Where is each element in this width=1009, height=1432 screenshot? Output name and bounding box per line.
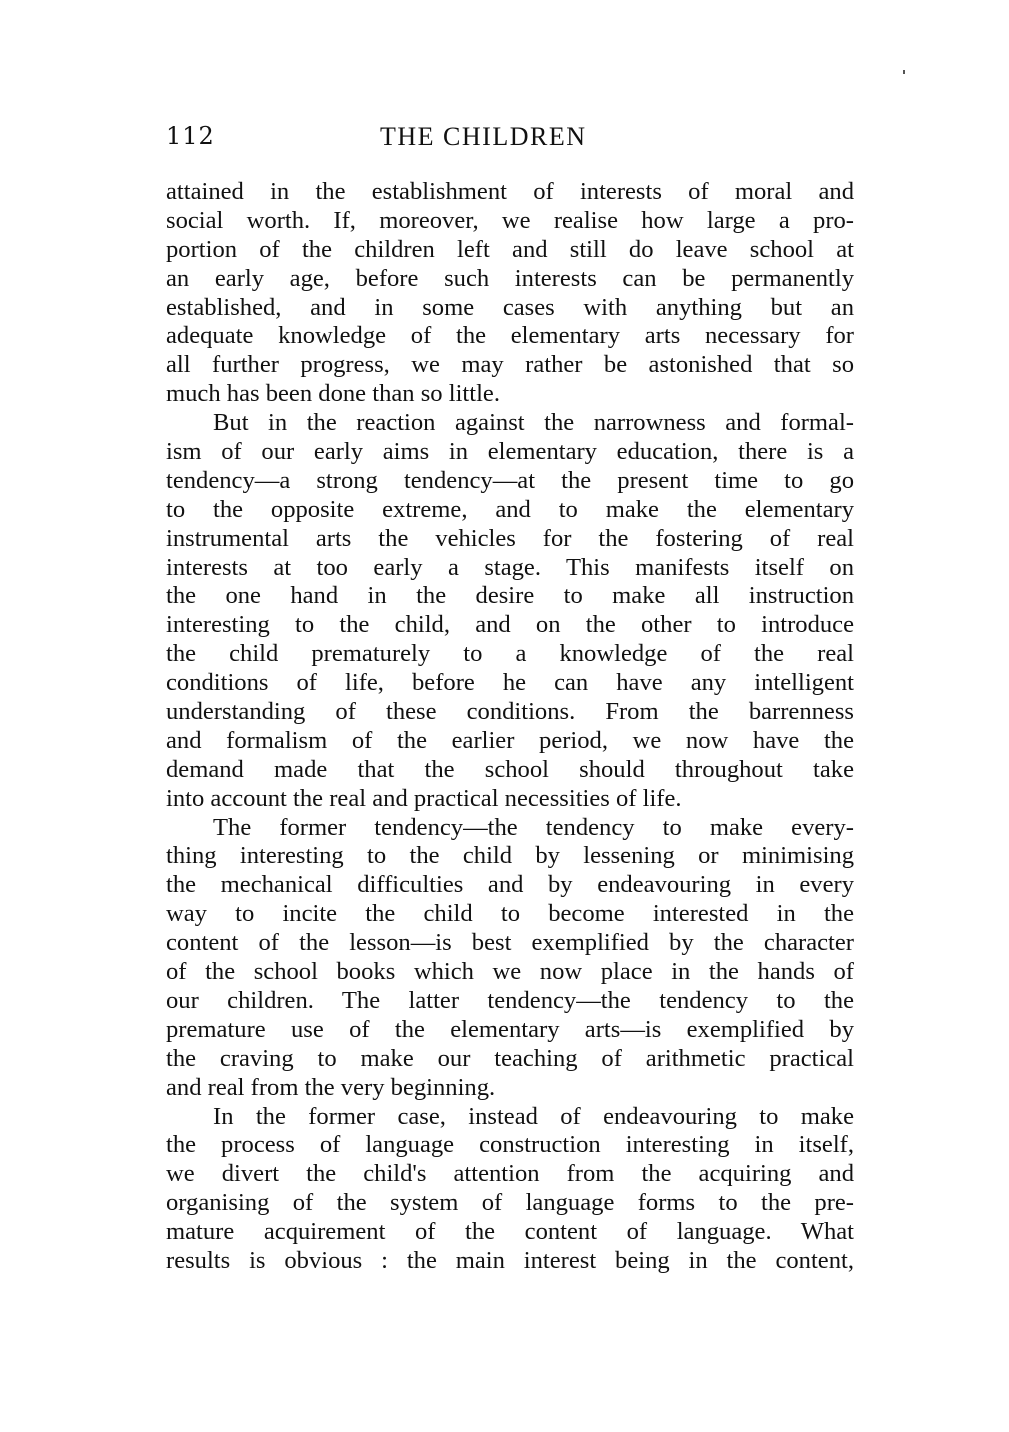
text-line: premature use of the elementary arts—is exemplified by [166,1015,854,1043]
paragraph-3 [166,814,854,1103]
text-line: an early age, before such interests can be permanently [166,264,854,292]
text-line: our children. The latter tendency—the tendency to the [166,986,854,1014]
text-line: interests at too early a stage. This manifests itself on [166,553,854,581]
text-line: and formalism of the earlier period, we now have the [166,726,854,754]
text-line: the one hand in the desire to make all instruction [166,582,854,610]
text-line: ism of our early aims in elementary education, there is a [166,438,854,466]
text-line: understanding of these conditions. From the barrenness [166,698,854,726]
text-line: the mechanical difficulties and by endeavouring in every [166,871,854,899]
text-line: adequate knowledge of the elementary arts necessary for [166,322,854,350]
text-line: portion of the children left and still do leave school at [166,235,854,263]
text-line: In the former case, instead of endeavouring to make [213,1102,854,1130]
text-line: results is obvious : the main interest being in the content, [166,1246,854,1274]
text-line: all further progress, we may rather be astonished that so [166,351,854,379]
paragraph-2 [166,409,854,813]
text-line: the process of language construction interesting in itself, [166,1131,854,1159]
page-number: 112 [166,122,215,150]
text-line: much has been done than so little. [166,380,500,408]
text-line: of the school books which we now place in the hands of [166,958,854,986]
paragraph-1 [166,178,854,409]
text-line: content of the lesson—is best exemplified by the character [166,929,854,957]
text-line: instrumental arts the vehicles for the fostering of real [166,524,854,552]
text-line: thing interesting to the child by lessening or minimising [166,842,854,870]
text-line: we divert the child's attention from the acquiring and [166,1160,854,1188]
text-line: mature acquirement of the content of language. What [166,1218,854,1246]
text-line: tendency—a strong tendency—at the present time to go [166,466,854,494]
page-header [166,122,854,158]
text-line: the craving to make our teaching of arithmetic practical [166,1044,854,1072]
text-line: organising of the system of language forms to the pre- [166,1189,854,1217]
text-line: and real from the very beginning. [166,1073,496,1101]
text-line: social worth. If, moreover, we realise how large a pro- [166,206,854,234]
text-line: interesting to the child, and on the other to introduce [166,611,854,639]
text-line: demand made that the school should throughout take [166,755,854,783]
text-line: to the opposite extreme, and to make the elementary [166,495,854,523]
text-line: But in the reaction against the narrowness and formal- [213,409,854,437]
print-speck [903,70,905,74]
text-line: conditions of life, before he can have any intelligent [166,669,854,697]
text-line: attained in the establishment of interests of moral and [166,178,854,205]
running-title: THE CHILDREN [380,122,587,151]
text-line: The former tendency—the tendency to make every- [213,813,854,841]
text-line: established, and in some cases with anything but an [166,293,854,321]
paragraph-4 [166,1103,854,1276]
text-line: way to incite the child to become interested in the [166,900,854,928]
body-text [166,178,854,1276]
text-line: into account the real and practical necessities of life. [166,784,682,812]
text-line: the child prematurely to a knowledge of the real [166,640,854,668]
